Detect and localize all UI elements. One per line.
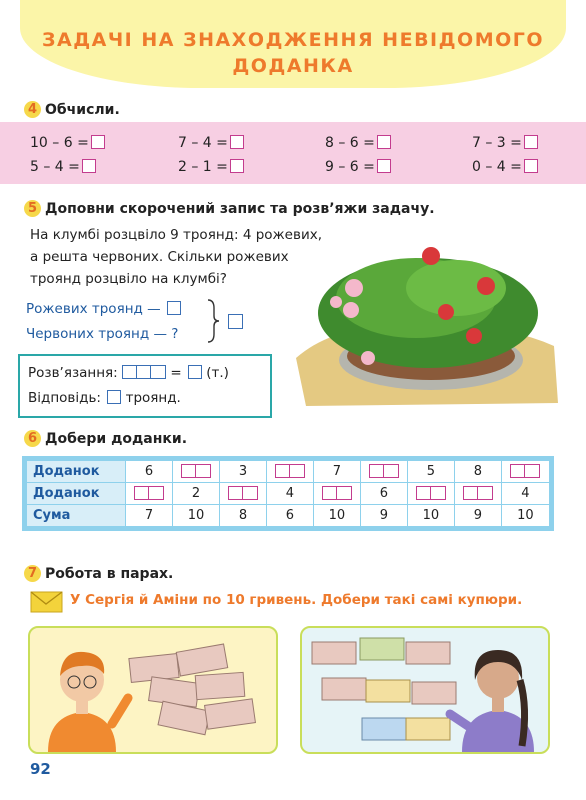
rose-bush-illustration	[296, 228, 560, 406]
expression-boxes[interactable]	[122, 365, 166, 379]
table-cell: 4	[266, 483, 313, 505]
table-cell: 2	[172, 483, 219, 505]
table-cell: 10	[172, 505, 219, 529]
page-title-line1: ЗАДАЧІ НА ЗНАХОДЖЕННЯ НЕВІДОМОГО	[41, 29, 545, 51]
amina-panel	[300, 626, 550, 754]
page-title-line2: ДОДАНКА	[232, 55, 354, 77]
table-cell: 6	[266, 505, 313, 529]
table-cell[interactable]	[126, 483, 173, 505]
table-cell[interactable]	[407, 483, 454, 505]
exercise-1-4: 7 – 3 =	[472, 134, 538, 152]
table-cell[interactable]	[266, 459, 313, 483]
task6-heading: Добери доданки.	[45, 431, 188, 447]
red-roses-line: Червоних троянд — ?	[26, 326, 179, 342]
table-cell: 10	[501, 505, 551, 529]
answer-box[interactable]	[377, 159, 391, 173]
exercise-2-4: 0 – 4 =	[472, 158, 538, 176]
row-label: Сума	[25, 505, 126, 529]
table-cell: 9	[454, 505, 501, 529]
answer-box[interactable]	[230, 159, 244, 173]
table-cell[interactable]	[219, 483, 266, 505]
table-cell: 5	[407, 459, 454, 483]
table-row	[25, 483, 552, 505]
task7-heading: Робота в парах.	[45, 566, 174, 582]
page-number: 92	[30, 760, 51, 778]
table-row	[25, 505, 552, 529]
task4-heading: Обчисли.	[45, 102, 120, 118]
sergiy-panel	[28, 626, 278, 754]
task-number-6: 6	[24, 430, 41, 447]
exercise-1-1: 10 – 6 =	[30, 134, 105, 152]
table-row	[25, 459, 552, 483]
task-number-7: 7	[24, 565, 41, 582]
exercise-2-2: 2 – 1 =	[178, 158, 244, 176]
exercise-1-2: 7 – 4 =	[178, 134, 244, 152]
table-cell[interactable]	[360, 459, 407, 483]
total-box[interactable]	[228, 314, 243, 329]
table-cell: 3	[219, 459, 266, 483]
table-cell: 8	[219, 505, 266, 529]
row-label: Доданок	[25, 483, 126, 505]
task-number-5: 5	[24, 200, 41, 217]
task-number-4: 4	[24, 101, 41, 118]
table-cell[interactable]	[501, 459, 551, 483]
answer-box[interactable]	[230, 135, 244, 149]
answer-box[interactable]	[377, 135, 391, 149]
result-box[interactable]	[188, 365, 202, 379]
task5-heading: Доповни скорочений запис та розв’яжи задачу.	[45, 201, 435, 217]
pink-count-box[interactable]	[167, 301, 181, 315]
table-cell: 10	[313, 505, 360, 529]
envelope-icon	[30, 590, 64, 614]
table-cell: 6	[360, 483, 407, 505]
table-cell: 7	[126, 505, 173, 529]
boy-with-banknotes-illustration	[30, 628, 276, 752]
table-cell: 6	[126, 459, 173, 483]
answer-box[interactable]	[524, 135, 538, 149]
table-cell: 4	[501, 483, 551, 505]
pair-work-instruction: У Сергія й Аміни по 10 гривень. Добери такі самі купюри.	[70, 592, 523, 608]
table-cell: 7	[313, 459, 360, 483]
answer-box[interactable]	[82, 159, 96, 173]
exercise-2-3: 9 – 6 =	[325, 158, 391, 176]
table-cell: 8	[454, 459, 501, 483]
addends-table	[22, 456, 554, 531]
solution-line: Розв’язання: = (т.)	[28, 365, 229, 381]
exercise-1-3: 8 – 6 =	[325, 134, 391, 152]
problem-line-2: а решта червоних. Скільки рожевих	[30, 249, 289, 265]
girl-with-banknotes-illustration	[302, 628, 548, 752]
table-cell: 10	[407, 505, 454, 529]
answer-box[interactable]	[107, 390, 121, 404]
curly-brace-icon	[206, 298, 220, 344]
row-label: Доданок	[25, 459, 126, 483]
answer-box[interactable]	[91, 135, 105, 149]
table-cell[interactable]	[172, 459, 219, 483]
answer-box[interactable]	[524, 159, 538, 173]
problem-line-3: троянд розцвіло на клумбі?	[30, 271, 227, 287]
pink-roses-line: Рожевих троянд —	[26, 298, 181, 320]
problem-line-1: На клумбі розцвіло 9 троянд: 4 рожевих,	[30, 227, 323, 243]
table-cell: 9	[360, 505, 407, 529]
answer-line: Відповідь: троянд.	[28, 390, 181, 406]
solution-box	[18, 354, 272, 418]
exercise-2-1: 5 – 4 =	[30, 158, 96, 176]
table-cell[interactable]	[313, 483, 360, 505]
table-cell[interactable]	[454, 483, 501, 505]
